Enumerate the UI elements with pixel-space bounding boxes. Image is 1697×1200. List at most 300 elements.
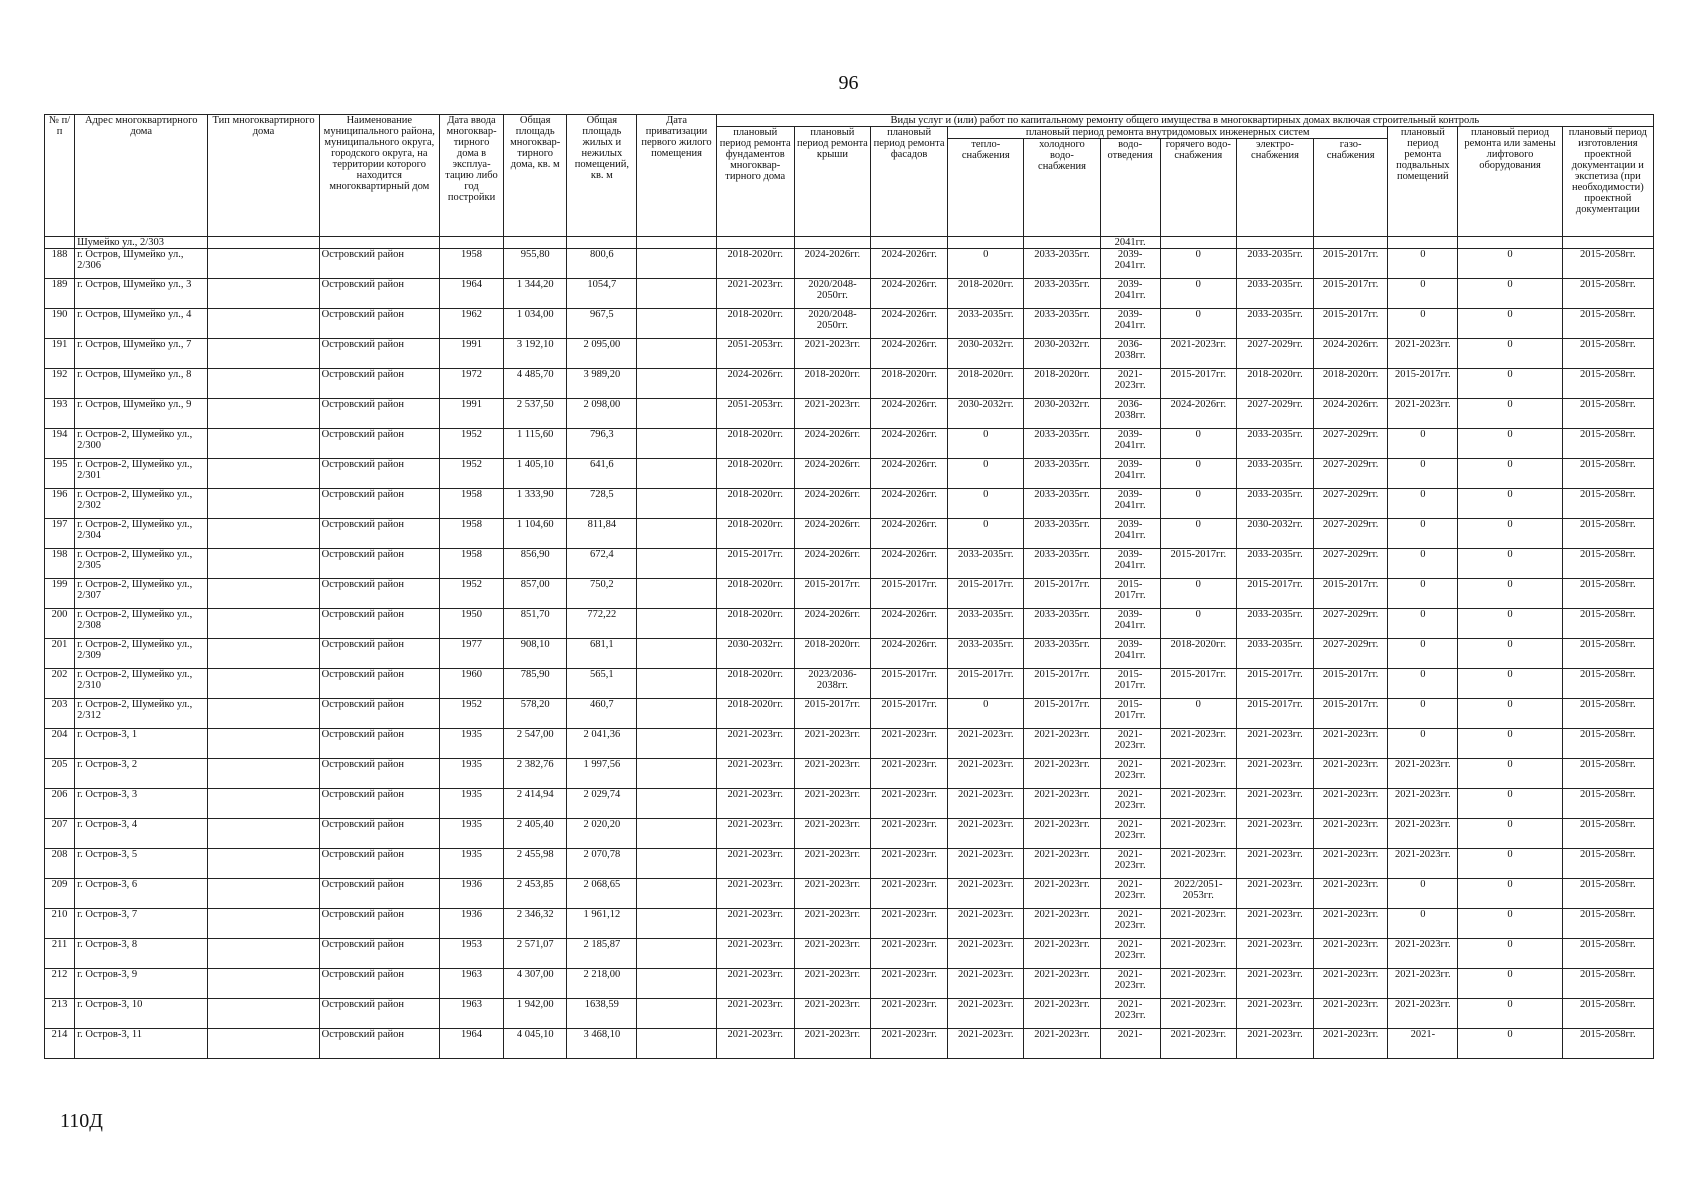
cell-year: 1952	[439, 429, 503, 459]
cell-type	[208, 669, 319, 699]
cell-total-area: 4 045,10	[504, 1029, 567, 1059]
cell-sewer: 2039-2041гг.	[1100, 609, 1160, 639]
cell-elevator: 0	[1458, 759, 1562, 789]
cell-num: 202	[45, 669, 75, 699]
cell-num: 211	[45, 939, 75, 969]
cell-gas: 2027-2029гг.	[1314, 489, 1388, 519]
cell-design: 2015-2058гг.	[1562, 759, 1653, 789]
cell-address: г. Остров-3, 1	[75, 729, 208, 759]
cell-gas: 2027-2029гг.	[1314, 459, 1388, 489]
cell-foundation: 2018-2020гг.	[716, 309, 794, 339]
cell-year: 1962	[439, 309, 503, 339]
header-num: № п/п	[45, 115, 75, 237]
table-row	[45, 639, 1654, 669]
cell-year: 1958	[439, 249, 503, 279]
cell-hot-water: 0	[1160, 429, 1236, 459]
table-row	[45, 939, 1654, 969]
cell-address: г. Остров-3, 5	[75, 849, 208, 879]
table-row	[45, 729, 1654, 759]
cell-electric: 2021-2023гг.	[1236, 879, 1313, 909]
cell-heat: 2021-2023гг.	[948, 849, 1024, 879]
cell-electric: 2021-2023гг.	[1236, 759, 1313, 789]
table-row	[45, 849, 1654, 879]
capital-repair-table	[44, 114, 1654, 1059]
cell-foundation: 2021-2023гг.	[716, 759, 794, 789]
cell-privatization	[637, 789, 716, 819]
cell-living-area: 800,6	[567, 249, 637, 279]
cell-electric: 2021-2023гг.	[1236, 999, 1313, 1029]
cell-gas: 2021-2023гг.	[1314, 1029, 1388, 1059]
cell-gas: 2024-2026гг.	[1314, 339, 1388, 369]
cell-elevator: 0	[1458, 639, 1562, 669]
cell-total-area: 2 382,76	[504, 759, 567, 789]
cell-type	[208, 309, 319, 339]
cell-elevator: 0	[1458, 1029, 1562, 1059]
cell-elevator: 0	[1458, 699, 1562, 729]
cell-foundation: 2021-2023гг.	[716, 279, 794, 309]
cell-electric: 2018-2020гг.	[1236, 369, 1313, 399]
cell-gas: 2015-2017гг.	[1314, 309, 1388, 339]
cell-num: 197	[45, 519, 75, 549]
cell-foundation: 2021-2023гг.	[716, 819, 794, 849]
cell-roof: 2024-2026гг.	[794, 609, 870, 639]
cell-sewer: 2015-2017гг.	[1100, 669, 1160, 699]
cell-privatization	[637, 429, 716, 459]
cell-privatization	[637, 369, 716, 399]
cell-district: Островский район	[319, 579, 439, 609]
cell-hot-water: 2021-2023гг.	[1160, 339, 1236, 369]
cell-sewer: 2039-2041гг.	[1100, 519, 1160, 549]
cell-gas: 2021-2023гг.	[1314, 969, 1388, 999]
cell-heat: 2033-2035гг.	[948, 639, 1024, 669]
cell-roof: 2015-2017гг.	[794, 699, 870, 729]
cell-address: г. Остров-3, 8	[75, 939, 208, 969]
cell-hot-water: 2024-2026гг.	[1160, 399, 1236, 429]
cell-year: 1935	[439, 789, 503, 819]
cell-roof: 2021-2023гг.	[794, 969, 870, 999]
cell-elevator: 0	[1458, 909, 1562, 939]
cell-gas: 2021-2023гг.	[1314, 939, 1388, 969]
cell-sewer: 2015-2017гг.	[1100, 699, 1160, 729]
cell-cold-water: 2015-2017гг.	[1024, 669, 1100, 699]
cell-electric: 2033-2035гг.	[1236, 609, 1313, 639]
cell-design: 2015-2058гг.	[1562, 609, 1653, 639]
cell-privatization	[637, 249, 716, 279]
cell-foundation: 2018-2020гг.	[716, 489, 794, 519]
cell-cold-water: 2033-2035гг.	[1024, 279, 1100, 309]
cell-type	[208, 609, 319, 639]
cell-year: 1958	[439, 549, 503, 579]
cell-type	[208, 279, 319, 309]
cell-year: 1936	[439, 879, 503, 909]
cell-basement: 0	[1388, 729, 1458, 759]
cell-heat: 2021-2023гг.	[948, 1029, 1024, 1059]
cell-gas: 2015-2017гг.	[1314, 249, 1388, 279]
cell-type	[208, 579, 319, 609]
cell-electric: 2033-2035гг.	[1236, 309, 1313, 339]
cell-basement: 0	[1388, 879, 1458, 909]
cell-year: 1964	[439, 1029, 503, 1059]
cell-type	[208, 519, 319, 549]
cell-facade: 2024-2026гг.	[871, 429, 948, 459]
cell-cold-water: 2021-2023гг.	[1024, 939, 1100, 969]
cell-num: 188	[45, 249, 75, 279]
cell-total-area: 785,90	[504, 669, 567, 699]
cell-roof: 2021-2023гг.	[794, 399, 870, 429]
cell-address: г. Остров-2, Шумейко ул., 2/300	[75, 429, 208, 459]
cell-foundation: 2024-2026гг.	[716, 369, 794, 399]
cell-total-area: 2 537,50	[504, 399, 567, 429]
cell-roof: 2021-2023гг.	[794, 819, 870, 849]
cell-address: г. Остров, Шумейко ул., 7	[75, 339, 208, 369]
cell-privatization	[637, 549, 716, 579]
cell-type	[208, 849, 319, 879]
cell-electric: 2015-2017гг.	[1236, 579, 1313, 609]
table-row	[45, 339, 1654, 369]
cell-design: 2015-2058гг.	[1562, 369, 1653, 399]
cell-gas: 2015-2017гг.	[1314, 669, 1388, 699]
cell-elevator: 0	[1458, 429, 1562, 459]
cell-elevator: 0	[1458, 279, 1562, 309]
cell-address: г. Остров-3, 9	[75, 969, 208, 999]
cell-gas: 2021-2023гг.	[1314, 999, 1388, 1029]
cell-gas: 2021-2023гг.	[1314, 789, 1388, 819]
cell-foundation: 2021-2023гг.	[716, 849, 794, 879]
cell-electric: 2021-2023гг.	[1236, 819, 1313, 849]
cell-facade: 2021-2023гг.	[871, 969, 948, 999]
cell-privatization	[637, 309, 716, 339]
cell-design: 2015-2058гг.	[1562, 879, 1653, 909]
cell-sewer: 2039-2041гг.	[1100, 249, 1160, 279]
cell-cold-water: 2021-2023гг.	[1024, 819, 1100, 849]
cell-cold-water: 2033-2035гг.	[1024, 459, 1100, 489]
cell-type	[208, 459, 319, 489]
cell-num: 208	[45, 849, 75, 879]
cell-district: Островский район	[319, 699, 439, 729]
cell-type	[208, 339, 319, 369]
cell-cold-water: 2021-2023гг.	[1024, 849, 1100, 879]
cell-hot-water: 2021-2023гг.	[1160, 969, 1236, 999]
cell-year: 1935	[439, 759, 503, 789]
table-row	[45, 249, 1654, 279]
header-facade: плановый период ремонта фасадов	[871, 127, 948, 237]
cell-elevator: 0	[1458, 549, 1562, 579]
header-gas: газо-снабжения	[1314, 139, 1388, 237]
cell-total-area: 857,00	[504, 579, 567, 609]
cell-living-area: 2 068,65	[567, 879, 637, 909]
cell-living-area: 967,5	[567, 309, 637, 339]
cell-facade: 2021-2023гг.	[871, 819, 948, 849]
cell-heat: 2021-2023гг.	[948, 759, 1024, 789]
cell-design: 2015-2058гг.	[1562, 849, 1653, 879]
cell-living-area: 3 468,10	[567, 1029, 637, 1059]
cell-facade: 2024-2026гг.	[871, 309, 948, 339]
cell-district: Островский район	[319, 639, 439, 669]
cell-address: г. Остров-2, Шумейко ул., 2/308	[75, 609, 208, 639]
cell-heat: 2021-2023гг.	[948, 909, 1024, 939]
cell-electric: 2033-2035гг.	[1236, 549, 1313, 579]
cell-design: 2015-2058гг.	[1562, 579, 1653, 609]
cell-address: г. Остров-3, 11	[75, 1029, 208, 1059]
cell-foundation: 2018-2020гг.	[716, 519, 794, 549]
cell-living-area: 3 989,20	[567, 369, 637, 399]
cell-address: г. Остров, Шумейко ул., 2/306	[75, 249, 208, 279]
table-row	[45, 399, 1654, 429]
cell-address: г. Остров, Шумейко ул., 4	[75, 309, 208, 339]
cell-sewer: 2015-2017гг.	[1100, 579, 1160, 609]
cell-year: 1991	[439, 399, 503, 429]
cell-district: Островский район	[319, 759, 439, 789]
cell-design: 2015-2058гг.	[1562, 789, 1653, 819]
cell-type	[208, 969, 319, 999]
cell-living-area: 460,7	[567, 699, 637, 729]
cell-year: 1960	[439, 669, 503, 699]
cell-address: г. Остров-2, Шумейко ул., 2/302	[75, 489, 208, 519]
table-row	[45, 609, 1654, 639]
cell-living-area: 2 070,78	[567, 849, 637, 879]
cell-num: 209	[45, 879, 75, 909]
cell-foundation: 2018-2020гг.	[716, 429, 794, 459]
cell-hot-water: 0	[1160, 249, 1236, 279]
cell-cold-water: 2021-2023гг.	[1024, 879, 1100, 909]
table-header	[45, 115, 1654, 237]
cell-sewer: 2036-2038гг.	[1100, 399, 1160, 429]
cell-heat: 0	[948, 699, 1024, 729]
cell-design: 2015-2058гг.	[1562, 339, 1653, 369]
cell-hot-water: 0	[1160, 309, 1236, 339]
cell-sewer: 2021-2023гг.	[1100, 789, 1160, 819]
table-row	[45, 369, 1654, 399]
cell-total-area: 851,70	[504, 609, 567, 639]
cell-num: 210	[45, 909, 75, 939]
cell-total-area: 1 942,00	[504, 999, 567, 1029]
cell-heat: 2021-2023гг.	[948, 819, 1024, 849]
cell-hot-water: 2021-2023гг.	[1160, 939, 1236, 969]
cell-privatization	[637, 699, 716, 729]
cell-electric: 2033-2035гг.	[1236, 489, 1313, 519]
cell-sewer: 2021-2023гг.	[1100, 939, 1160, 969]
cell-num: 212	[45, 969, 75, 999]
cell-facade: 2015-2017гг.	[871, 669, 948, 699]
cell-facade: 2021-2023гг.	[871, 909, 948, 939]
header-works-group: Виды услуг и (или) работ по капитальному ремонту общего имущества в многоквартирных домах включая строительный контроль	[716, 115, 1653, 127]
cell-type	[208, 879, 319, 909]
cell-facade: 2024-2026гг.	[871, 549, 948, 579]
cell-gas: 2015-2017гг.	[1314, 579, 1388, 609]
cell-facade: 2021-2023гг.	[871, 999, 948, 1029]
page-number: 96	[838, 72, 859, 94]
cell-heat: 0	[948, 519, 1024, 549]
cell-total-area: 856,90	[504, 549, 567, 579]
cell-heat: 0	[948, 249, 1024, 279]
cell-type	[208, 549, 319, 579]
cell-total-area: 2 453,85	[504, 879, 567, 909]
cell-num: 193	[45, 399, 75, 429]
cell-cold-water: 2015-2017гг.	[1024, 579, 1100, 609]
cell-roof: 2021-2023гг.	[794, 909, 870, 939]
cell-privatization	[637, 849, 716, 879]
cell-design: 2015-2058гг.	[1562, 519, 1653, 549]
cell-address: г. Остров-2, Шумейко ул., 2/307	[75, 579, 208, 609]
cell-hot-water: 2021-2023гг.	[1160, 819, 1236, 849]
cell-roof: 2024-2026гг.	[794, 459, 870, 489]
table-row	[45, 759, 1654, 789]
cell-basement: 2021-2023гг.	[1388, 399, 1458, 429]
cell-total-area: 1 034,00	[504, 309, 567, 339]
cell-elevator: 0	[1458, 729, 1562, 759]
table-row	[45, 999, 1654, 1029]
cell-district: Островский район	[319, 729, 439, 759]
cell-hot-water: 2021-2023гг.	[1160, 1029, 1236, 1059]
cell-sewer: 2021-2023гг.	[1100, 369, 1160, 399]
cell-electric: 2027-2029гг.	[1236, 339, 1313, 369]
cell-total-area: 1 405,10	[504, 459, 567, 489]
cell-hot-water: 2022/2051-2053гг.	[1160, 879, 1236, 909]
cell-elevator: 0	[1458, 339, 1562, 369]
header-year: Дата ввода многоквар-тирного дома в эксплуа-тацию либо год постройки	[439, 115, 503, 237]
cell-cold-water: 2021-2023гг.	[1024, 789, 1100, 819]
cell-foundation: 2021-2023гг.	[716, 879, 794, 909]
cell-num: 201	[45, 639, 75, 669]
cell-cold-water: 2033-2035гг.	[1024, 519, 1100, 549]
cell-type	[208, 789, 319, 819]
cell-foundation: 2015-2017гг.	[716, 549, 794, 579]
cell-cold-water: 2033-2035гг.	[1024, 549, 1100, 579]
cell-heat: 2021-2023гг.	[948, 999, 1024, 1029]
cell-gas: 2015-2017гг.	[1314, 699, 1388, 729]
cell-privatization	[637, 489, 716, 519]
cell-basement: 0	[1388, 249, 1458, 279]
table-row	[45, 279, 1654, 309]
cell-privatization	[637, 639, 716, 669]
cell-roof: 2021-2023гг.	[794, 789, 870, 819]
cell-electric: 2015-2017гг.	[1236, 669, 1313, 699]
cell-year: 1977	[439, 639, 503, 669]
cell-address: г. Остров-2, Шумейко ул., 2/305	[75, 549, 208, 579]
cell-privatization	[637, 339, 716, 369]
header-privatization: Дата приватизации первого жилого помещения	[637, 115, 716, 237]
cell-year: 1935	[439, 819, 503, 849]
cell-heat: 2021-2023гг.	[948, 969, 1024, 999]
cell-roof: 2015-2017гг.	[794, 579, 870, 609]
cell-type	[208, 489, 319, 519]
cell-cold-water: 2033-2035гг.	[1024, 429, 1100, 459]
cell-district: Островский район	[319, 999, 439, 1029]
table-row	[45, 549, 1654, 579]
cell-cold-water: 2033-2035гг.	[1024, 489, 1100, 519]
cell-privatization	[637, 459, 716, 489]
cell-num: 199	[45, 579, 75, 609]
table-row	[45, 579, 1654, 609]
cell-living-area: 796,3	[567, 429, 637, 459]
cell-design: 2015-2058гг.	[1562, 549, 1653, 579]
cell-basement: 2021-2023гг.	[1388, 849, 1458, 879]
cell-sewer: 2039-2041гг.	[1100, 639, 1160, 669]
cell-facade: 2024-2026гг.	[871, 639, 948, 669]
cell-cold-water: 2021-2023гг.	[1024, 909, 1100, 939]
cell-elevator: 0	[1458, 789, 1562, 819]
cell-living-area: 2 041,36	[567, 729, 637, 759]
cell-facade: 2024-2026гг.	[871, 609, 948, 639]
cell-address: г. Остров-2, Шумейко ул., 2/309	[75, 639, 208, 669]
cell-elevator: 0	[1458, 579, 1562, 609]
cell-total-area: 1 344,20	[504, 279, 567, 309]
cell-roof: 2020/2048-2050гг.	[794, 279, 870, 309]
header-electric: электро-снабжения	[1236, 139, 1313, 237]
cell-hot-water: 2015-2017гг.	[1160, 369, 1236, 399]
cell-cold-water: 2021-2023гг.	[1024, 759, 1100, 789]
cell-cold-water: 2021-2023гг.	[1024, 1029, 1100, 1059]
cell-total-area: 578,20	[504, 699, 567, 729]
cell-total-area: 1 333,90	[504, 489, 567, 519]
cell-sewer: 2039-2041гг.	[1100, 549, 1160, 579]
table-row	[45, 969, 1654, 999]
cell-electric: 2021-2023гг.	[1236, 1029, 1313, 1059]
cell-hot-water: 2021-2023гг.	[1160, 849, 1236, 879]
cell-gas: 2027-2029гг.	[1314, 519, 1388, 549]
cell-roof: 2021-2023гг.	[794, 1029, 870, 1059]
cell-sewer: 2021-2023гг.	[1100, 849, 1160, 879]
header-heat: тепло-снабжения	[948, 139, 1024, 237]
cell-gas: 2027-2029гг.	[1314, 639, 1388, 669]
cell-heat: 2021-2023гг.	[948, 879, 1024, 909]
table-row	[45, 819, 1654, 849]
cell-cold-water: 2033-2035гг.	[1024, 609, 1100, 639]
cell-hot-water: 2021-2023гг.	[1160, 729, 1236, 759]
cell-cold-water: 2021-2023гг.	[1024, 729, 1100, 759]
cell-foundation: 2021-2023гг.	[716, 1029, 794, 1059]
cell-num: 189	[45, 279, 75, 309]
cell-electric: 2033-2035гг.	[1236, 279, 1313, 309]
cell-num: 200	[45, 609, 75, 639]
cell-roof: 2024-2026гг.	[794, 519, 870, 549]
cell-district: Островский район	[319, 519, 439, 549]
cell-design: 2015-2058гг.	[1562, 729, 1653, 759]
cell-basement: 0	[1388, 609, 1458, 639]
cell-year: 1958	[439, 489, 503, 519]
cell-gas: 2024-2026гг.	[1314, 399, 1388, 429]
cell-sewer: 2021-	[1100, 1029, 1160, 1059]
cell-basement: 2021-2023гг.	[1388, 969, 1458, 999]
cell-basement: 2015-2017гг.	[1388, 369, 1458, 399]
cell-sewer: 2021-2023гг.	[1100, 999, 1160, 1029]
cell-design: 2015-2058гг.	[1562, 489, 1653, 519]
cell-living-area: 772,22	[567, 609, 637, 639]
cell-num: 196	[45, 489, 75, 519]
cell-district: Островский район	[319, 879, 439, 909]
cell-sewer: 2039-2041гг.	[1100, 279, 1160, 309]
cell-district: Островский район	[319, 1029, 439, 1059]
header-hot-water: горячего водо-снабжения	[1160, 139, 1236, 237]
cell-design: 2015-2058гг.	[1562, 819, 1653, 849]
cell-foundation: 2018-2020гг.	[716, 579, 794, 609]
cell-address: г. Остров-3, 2	[75, 759, 208, 789]
table-row	[45, 459, 1654, 489]
cell-foundation: 2051-2053гг.	[716, 339, 794, 369]
cell-district: Островский район	[319, 609, 439, 639]
cell-hot-water: 0	[1160, 609, 1236, 639]
cell-total-area: 908,10	[504, 639, 567, 669]
cell-cold-water: 2030-2032гг.	[1024, 339, 1100, 369]
cell-heat: 2021-2023гг.	[948, 789, 1024, 819]
cell-electric: 2021-2023гг.	[1236, 909, 1313, 939]
cell-facade: 2018-2020гг.	[871, 369, 948, 399]
cell-foundation: 2021-2023гг.	[716, 969, 794, 999]
cell-living-area: 1 997,56	[567, 759, 637, 789]
cell-design: 2015-2058гг.	[1562, 249, 1653, 279]
cell-year: 1952	[439, 459, 503, 489]
cell-district: Островский район	[319, 429, 439, 459]
